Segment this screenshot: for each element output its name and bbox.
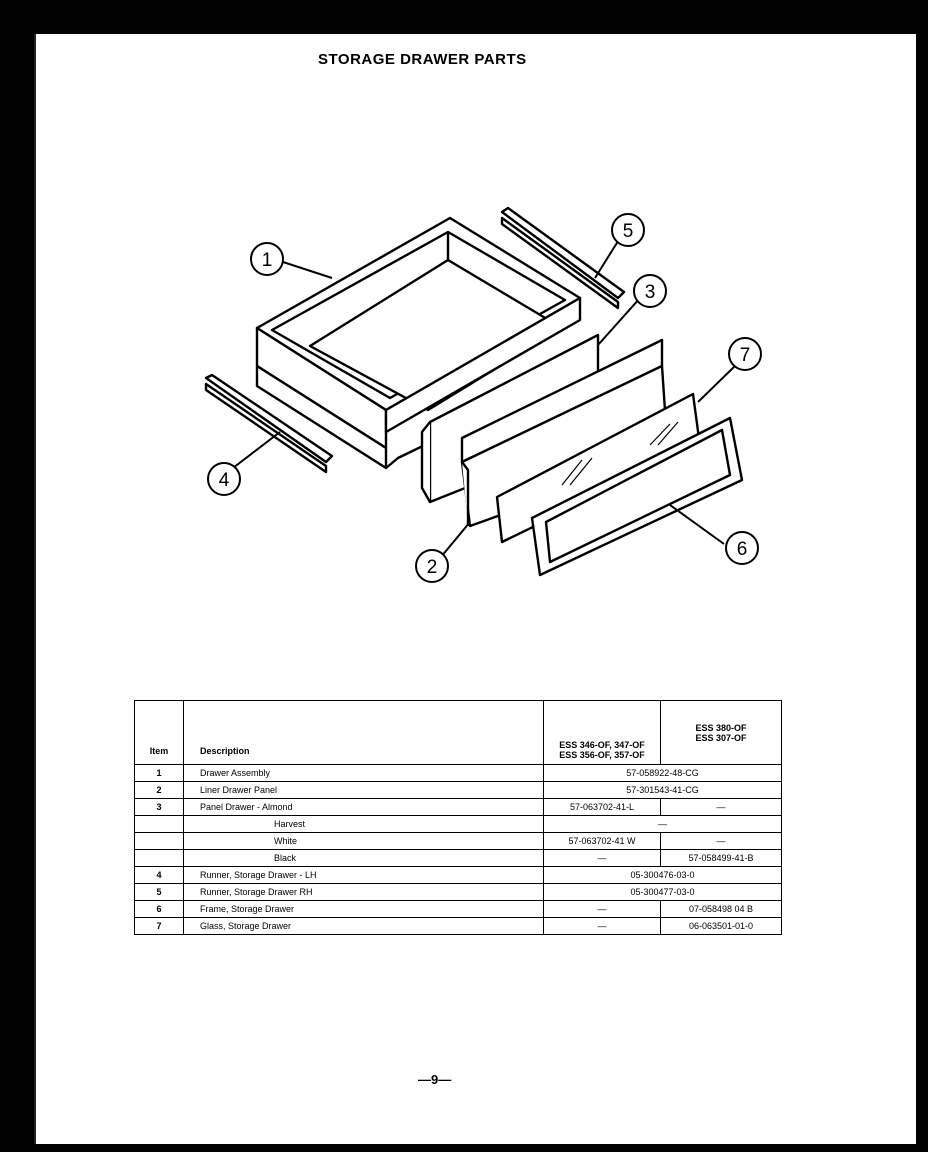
header-col-b	[661, 701, 782, 765]
part-number-col-b: 06-063501-01-0	[661, 918, 782, 935]
header-description: Description	[184, 701, 544, 765]
header-col-a-line1: ESS 346-OF, 347-OF	[559, 740, 645, 750]
svg-text:2: 2	[426, 557, 438, 578]
part-number-col-b: —	[661, 799, 782, 816]
item-number: 4	[135, 867, 184, 884]
header-col-a	[544, 701, 661, 765]
table-row	[135, 884, 782, 901]
callout-2	[416, 550, 448, 582]
callout-7	[729, 338, 761, 370]
svg-text:5: 5	[622, 221, 634, 242]
item-number	[135, 816, 184, 833]
table-row	[135, 782, 782, 799]
item-description: Runner, Storage Drawer RH	[184, 884, 544, 901]
item-description: Black	[184, 850, 544, 867]
table-row	[135, 867, 782, 884]
item-number: 2	[135, 782, 184, 799]
item-description: Frame, Storage Drawer	[184, 901, 544, 918]
item-description: Runner, Storage Drawer - LH	[184, 867, 544, 884]
parts-table	[134, 700, 782, 935]
part-number-col-a: —	[544, 850, 661, 867]
table-row	[135, 901, 782, 918]
svg-text:1: 1	[261, 250, 273, 271]
part-number: —	[544, 816, 782, 833]
item-description: Panel Drawer - Almond	[184, 799, 544, 816]
part-number-col-b: 07-058498 04 B	[661, 901, 782, 918]
svg-text:4: 4	[218, 470, 230, 491]
item-description: White	[184, 833, 544, 850]
table-row	[135, 816, 782, 833]
item-description: Harvest	[184, 816, 544, 833]
table-row	[135, 850, 782, 867]
callout-5	[612, 214, 644, 246]
callout-1	[251, 243, 283, 275]
part-number-col-b: 57-058499-41-B	[661, 850, 782, 867]
part-number: 57-058922-48-CG	[544, 765, 782, 782]
item-number: 5	[135, 884, 184, 901]
callout-3	[634, 275, 666, 307]
item-number: 3	[135, 799, 184, 816]
item-number	[135, 833, 184, 850]
item-number: 7	[135, 918, 184, 935]
page-number: —9—	[418, 1072, 452, 1087]
part-number-col-a: 57-063702-41-L	[544, 799, 661, 816]
part-number: 57-301543-41-CG	[544, 782, 782, 799]
item-description: Liner Drawer Panel	[184, 782, 544, 799]
callout-4	[208, 463, 240, 495]
exploded-parts-diagram	[150, 170, 790, 620]
svg-text:6: 6	[736, 539, 748, 560]
part-number: 05-300477-03-0	[544, 884, 782, 901]
svg-text:7: 7	[739, 345, 751, 366]
callout-6	[726, 532, 758, 564]
part-number-col-b: —	[661, 833, 782, 850]
part-number-col-a: —	[544, 918, 661, 935]
table-row	[135, 765, 782, 782]
svg-text:3: 3	[644, 282, 656, 303]
header-item: Item	[135, 701, 184, 765]
header-col-b-line2: ESS 307-OF	[695, 732, 747, 743]
item-number	[135, 850, 184, 867]
table-row	[135, 833, 782, 850]
item-number: 1	[135, 765, 184, 782]
item-number: 6	[135, 901, 184, 918]
item-description: Glass, Storage Drawer	[184, 918, 544, 935]
table-header-row	[135, 701, 782, 765]
page-title: STORAGE DRAWER PARTS	[318, 51, 527, 68]
part-number-col-a: 57-063702-41 W	[544, 833, 661, 850]
header-col-a-line2: ESS 356-OF, 357-OF	[559, 750, 645, 760]
table-row	[135, 799, 782, 816]
table-row	[135, 918, 782, 935]
part-number: 05-300476-03-0	[544, 867, 782, 884]
item-description: Drawer Assembly	[184, 765, 544, 782]
part-number-col-a: —	[544, 901, 661, 918]
header-col-b-line1: ESS 380-OF	[695, 722, 747, 733]
